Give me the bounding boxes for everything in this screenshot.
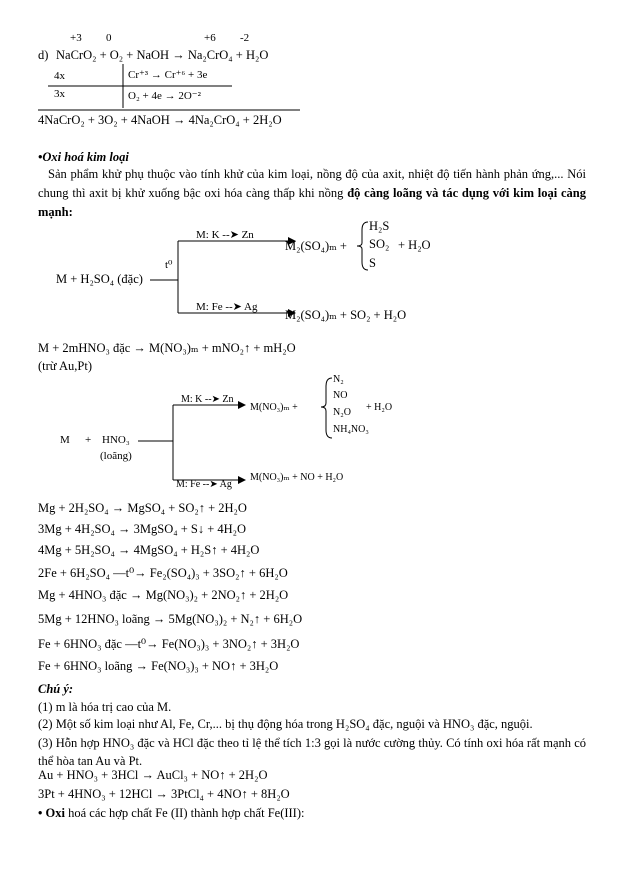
h2so4-branch2-label: M: Fe ‑‑➤ Ag: [196, 301, 258, 313]
coef-1: 4x: [54, 70, 65, 82]
ox-state-o0: 0: [106, 32, 112, 44]
ox-state-o-2: -2: [240, 32, 250, 44]
hno3-option-nh4no3: NH₄NO₃: [333, 424, 369, 435]
intro-paragraph: Sản phẩm khử phụ thuộc vào tính khử của kim loại, nồng độ của axit, nhiệt độ tiến hành phản ứng,... Nói chung thì axit bị khử xuống bậc oxi hóa càng thấp khi nồng độ càng loãng và tác dụng với kim loại càng mạnh:: [38, 167, 586, 219]
temp-label: t⁰: [165, 259, 173, 271]
notes-heading: Chú ý:: [38, 682, 74, 696]
example-equation: 2Fe + 6H₂SO₄ —t⁰→ Fe₂(SO₄)₃ + 3SO₂↑ + 6H₂O: [38, 566, 288, 580]
example-equation: 4Mg + 5H₂SO₄ → 4MgSO₄ + H₂S↑ + 4H₂O: [38, 543, 260, 557]
hno3-option-n2o: N₂O: [333, 407, 351, 418]
footer-line: • Oxi hoá các hợp chất Fe (II) thành hợp chất Fe(III):: [38, 806, 305, 820]
h2so4-option-s: S: [369, 256, 376, 270]
coef-2: 3x: [54, 88, 65, 100]
hno3-branch2-product: M(NO₃)ₘ + NO + H₂O: [250, 472, 344, 483]
section-heading: •Oxi hoá kim loại: [38, 150, 129, 164]
hno3-reactant-acid: HNO₃: [102, 434, 130, 446]
balanced-equation: 4NaCrO₂ + 3O₂ + 4NaOH → 4Na₂CrO₄ + 2H₂O: [38, 113, 282, 127]
ox-state-cr6: +6: [204, 32, 216, 44]
equation-au: Au + HNO₃ + 3HCl → AuCl₃ + NO↑ + 2H₂O: [38, 768, 268, 782]
h2so4-branch1-product: M₂(SO₄)ₘ +: [285, 239, 347, 253]
h2so4-branch1-tail: + H₂O: [398, 238, 431, 252]
example-equation: 3Mg + 4H₂SO₄ → 3MgSO₄ + S↓ + 4H₂O: [38, 522, 247, 536]
example-equation: Fe + 6HNO₃ loãng → Fe(NO₃)₃ + NO↑ + 3H₂O: [38, 659, 279, 673]
half-reaction-1: Cr⁺³ → Cr⁺⁶ + 3e: [128, 69, 208, 81]
example-equation: 5Mg + 12HNO₃ loãng → 5Mg(NO₃)₂ + N₂↑ + 6H₂O: [38, 612, 303, 626]
hno3-conc-equation: M + 2mHNO₃ đặc → M(NO₃)ₘ + mNO₂↑ + mH₂O: [38, 341, 296, 355]
hno3-branch1-tail: + H₂O: [366, 402, 393, 413]
h2so4-option-h2s: H₂S: [369, 219, 390, 233]
hno3-branch1-label: M: K ‑‑➤ Zn: [181, 394, 234, 405]
hno3-reactant-plus: +: [85, 434, 92, 446]
hno3-branch1-product: M(NO₃)ₘ +: [250, 402, 298, 413]
note-3: (3) Hỗn hợp HNO₃ đặc và HCl đặc theo tỉ lệ thể tích 1:3 gọi là nước cường thủy. Có tính oxi hóa rất mạnh có thể hòa tan Au và Pt.: [38, 736, 586, 768]
note-2: (2) Một số kim loại như Al, Fe, Cr,... bị thụ động hóa trong H₂SO₄ đặc, nguội và HNO₃ đặc, nguội.: [38, 717, 533, 731]
h2so4-option-so2: SO₂: [369, 237, 390, 251]
redox-label: d): [38, 48, 49, 62]
h2so4-reactant: M + H₂SO₄ (đặc): [56, 272, 143, 286]
hno3-conc-note: (trừ Au,Pt): [38, 359, 92, 373]
note-1: (1) m là hóa trị cao của M.: [38, 700, 172, 714]
ox-state-cr3: +3: [70, 32, 82, 44]
hno3-reactant-dilute: (loãng): [100, 450, 132, 462]
example-equation: Mg + 4HNO₃ đặc → Mg(NO₃)₂ + 2NO₂↑ + 2H₂O: [38, 588, 289, 602]
hno3-branch2-label: M: Fe ‑‑➤ Ag: [176, 479, 232, 490]
h2so4-branch1-label: M: K ‑‑➤ Zn: [196, 229, 254, 241]
equation-pt: 3Pt + 4HNO₃ + 12HCl → 3PtCl₄ + 4NO↑ + 8H₂O: [38, 787, 290, 801]
example-equation: Mg + 2H₂SO₄ → MgSO₄ + SO₂↑ + 2H₂O: [38, 501, 247, 515]
redox-equation: NaCrO₂ + O₂ + NaOH → Na₂CrO₄ + H₂O: [56, 48, 269, 62]
hno3-reactant-m: M: [60, 434, 70, 446]
h2so4-branch2-product: M₂(SO₄)ₘ + SO₂ + H₂O: [285, 308, 407, 322]
example-equation: Fe + 6HNO₃ đặc —t⁰→ Fe(NO₃)₃ + 3NO₂↑ + 3H₂O: [38, 637, 300, 651]
hno3-option-n2: N₂: [333, 374, 344, 385]
hno3-option-no: NO: [333, 390, 348, 401]
half-reaction-2: O₂ + 4e → 2O⁻²: [128, 90, 201, 102]
